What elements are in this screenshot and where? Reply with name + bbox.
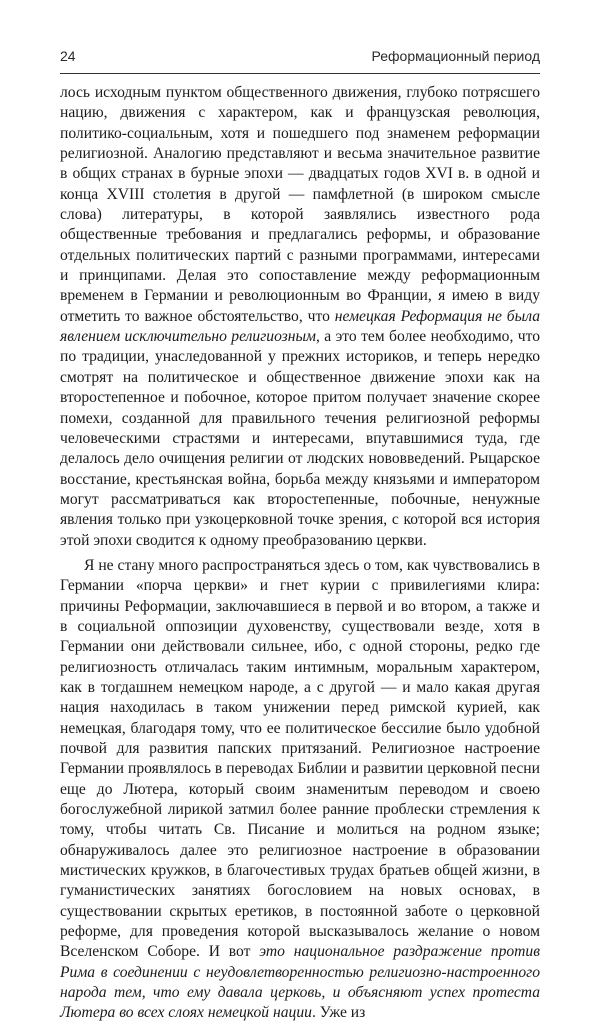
book-page xyxy=(60,48,540,1024)
paragraph-2-text-1: Я не стану много распространяться здесь о том, как чувствовались в Германии «порча церкви» и гнет курии с привилегиями клира: причины Реформации, заключавшиеся в первой и во втором, а также и в социальной оппозиции духовенству, существовали везде, хотя в Германии они действовали сильнее, ибо, с одной стороны, редко где религиозность отличалась таким интимным, моральным характером, как в тогдашнем немецком народе, а с другой — и мало какая другая нация находилась в таком унижении перед римской курией, как немецкая, благодаря тому, что ее политическое бессилие было удобной почвой для развития папских притязаний. Религиозное настроение Германии проявлялось в переводах Библии и развитии церковной песни еще до Лютера, который своим знаменитым переводом и своею богослужебной лирикой затмил более ранние проблески стремления к тому, чтобы читать Св. Писание и молиться на родном языке; обнаруживалось далее это религиозное настроение в образовании мистических кружков, в благочестивых трудах братьев общей жизни, в гуманистических занятиях богословием на новых основах, в существовании скрытых еретиков, в постоянной заботе о церковной реформе, для проведения которой высказывалось желание о новом Вселенском Соборе. И вот xyxy=(60,556,540,961)
running-title: Реформационный период xyxy=(371,48,540,64)
paragraph-continued xyxy=(60,83,540,551)
paragraph xyxy=(60,556,540,1024)
paragraph-1-text-2: , а это тем более необходимо, что по традиции, унаследованной у прежних историков, и теперь нередко смотрят на политическое и общественное движение эпохи как на второстепенное и побочное, которое притом получает значение скорее помехи, созданной для правильного течения религиозной реформы человеческими страстями и интересами, впутавшимися туда, где делалось дело очищения религии от людских нововведений. Рыцарское восстание, крестьянская война, борьба между князьями и императором могут рассматриваться как второстепенные, побочные, ненужные явления только при узкоцерковной точке зрения, с которой вся история этой эпохи сводится к одному преобразованию церкви. xyxy=(60,328,541,549)
paragraph-2-emphasis: это национальное раздражение против Рима в соединении с неудовлетворенностью религиозно-настроенного народа тем, что ему давала церковь, и объясняют успех протеста Лютера во всех слоях немецкой нации xyxy=(60,943,540,1022)
running-head xyxy=(60,48,540,74)
paragraph-1-text-1: лось исходным пунктом общественного движения, глубоко потрясшего нацию, движения с характером, как и французская революция, политико-социальным, хотя и пошедшего под знаменем реформации религиозной. Аналогию представляют и весьма значительное развитие в общих странах в бурные эпохи — двадцатых годов XVI в. в одной и конца XVIII столетия в другой — памфлетной (в широком смысле слова) литературы, в которой заявлялись известного рода общественные требования и предлагались реформы, и образование отдельных политических партий с разными программами, интересами и принципами. Делая это сопоставление между реформационным временем в Германии и революционным во Франции, я имею в виду отметить то важное обстоятельство, что xyxy=(60,84,540,325)
body-text xyxy=(60,83,540,1024)
page-number: 24 xyxy=(60,48,76,64)
paragraph-2-text-2: . Уже из xyxy=(311,1004,366,1022)
paragraph-1-emphasis: немецкая Реформация не была явлением исключительно религиозным xyxy=(60,307,540,346)
